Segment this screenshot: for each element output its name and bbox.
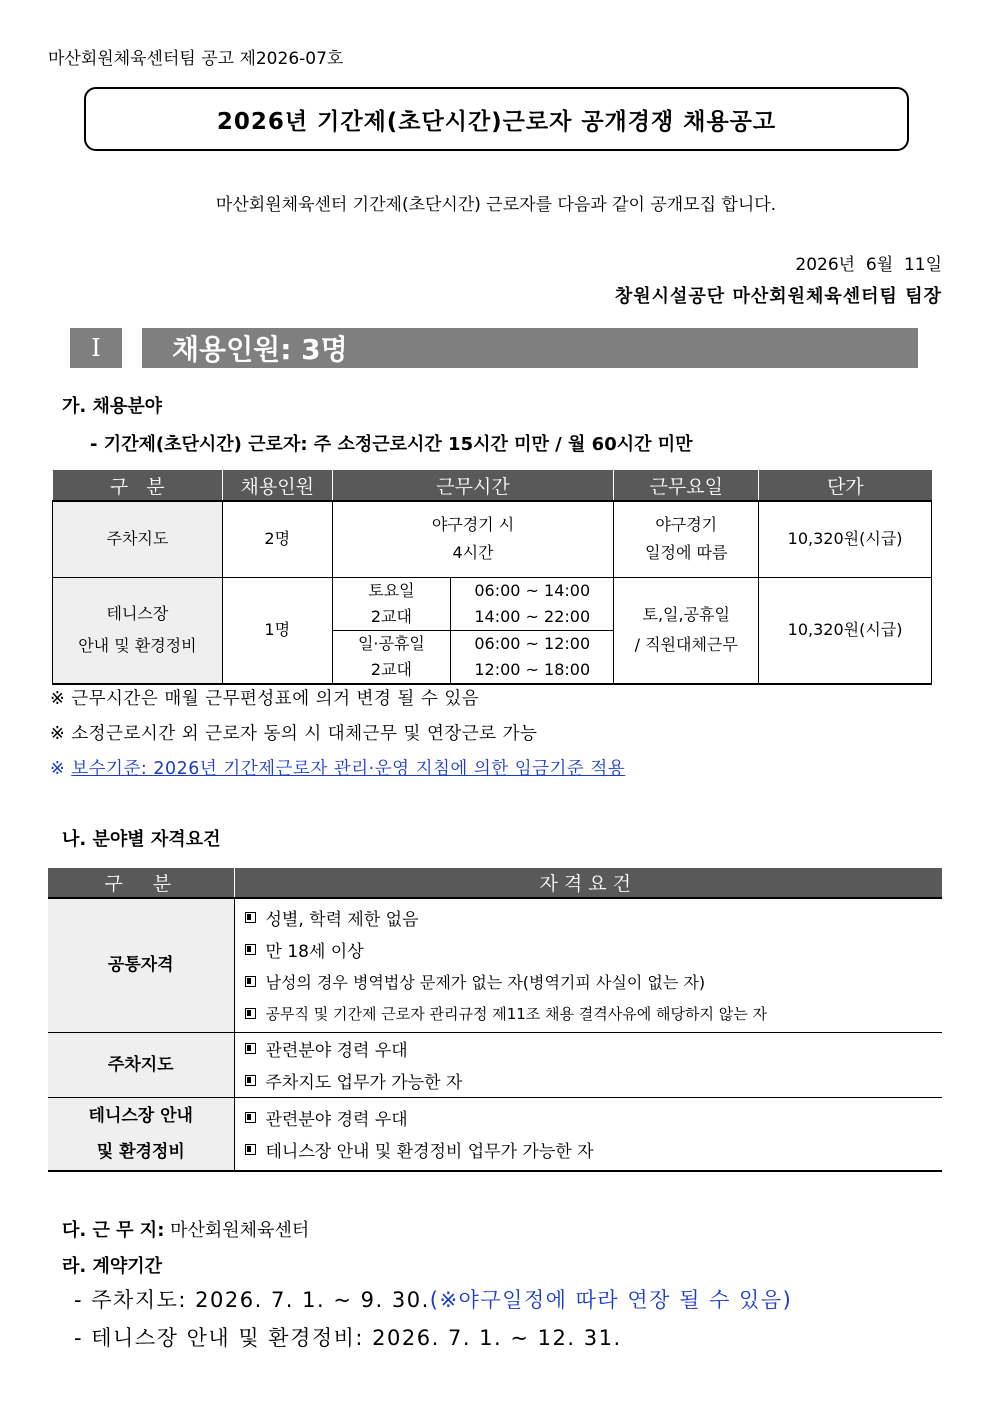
qual-common-list <box>234 898 942 1032</box>
row-hours <box>332 577 614 684</box>
qualification-table <box>48 868 942 1172</box>
category-line: 테니스장 <box>106 604 169 623</box>
shift-label-line: 토요일 <box>368 580 415 600</box>
col-header-category: 구 분 <box>53 470 223 501</box>
table-row <box>53 577 932 684</box>
row-hours <box>332 501 614 577</box>
col-header-count: 채용인원 <box>222 470 332 501</box>
recruitment-table <box>52 470 932 685</box>
list-item-text: 공무직 및 기간제 근로자 관리규정 제11조 채용 결격사유에 해당하지 않는 자 <box>265 1004 767 1023</box>
table-row <box>48 1097 942 1171</box>
list-item <box>245 997 943 1029</box>
list-item-text: 관련분야 경력 우대 <box>265 1041 408 1061</box>
days-line: 토,일,공휴일 <box>642 605 730 624</box>
shift-table <box>333 578 614 683</box>
table-row <box>53 501 932 577</box>
shift-time: 14:00 ~ 22:00 <box>474 606 591 626</box>
label-line: 및 환경정비 <box>96 1141 185 1162</box>
table-row <box>48 898 942 1032</box>
checkbox-bullet-icon <box>245 944 256 955</box>
list-item <box>245 1033 943 1065</box>
days-line: 일정에 따름 <box>645 543 728 563</box>
list-item <box>245 901 943 933</box>
shift-label-line: 2교대 <box>370 659 412 679</box>
page-title: 2026년 기간제(초단시간)근로자 공개경쟁 채용공고 <box>216 108 777 135</box>
shift-time: 06:00 ~ 12:00 <box>474 633 591 653</box>
shift-sun-times <box>451 630 614 683</box>
contract-tennis: - 테니스장 안내 및 환경정비: 2026. 7. 1. ~ 12. 31. <box>74 1326 622 1350</box>
qual-label-parking: 주차지도 <box>48 1032 234 1097</box>
work-location-value: 마산회원체육센터 <box>170 1220 310 1241</box>
list-item-text: 남성의 경우 병역법상 문제가 없는 자(병역기피 사실이 없는 자) <box>265 972 706 992</box>
note-pay-text: 보수기준: 2026년 기간제근로자 관리·운영 지침에 의한 임금기준 적용 <box>71 759 626 779</box>
checkbox-bullet-icon <box>245 1144 256 1155</box>
list-item <box>245 965 943 997</box>
list-item-text: 주차지도 업무가 가능한 자 <box>265 1073 463 1093</box>
hours-line: 야구경기 시 <box>431 515 515 535</box>
label-line: 테니스장 안내 <box>88 1105 193 1126</box>
note-mark: ※ <box>50 759 66 779</box>
col-header-hours: 근무시간 <box>332 470 614 501</box>
contract-period-heading: 라. 계약기간 <box>62 1256 163 1277</box>
contract-parking-text: - 주차지도: 2026. 7. 1. ~ 9. 30. <box>74 1288 430 1312</box>
signer: 창원시설공단 마산회원체육센터팀 팀장 <box>614 286 942 307</box>
employment-type-line: - 기간제(초단시간) 근로자: 주 소정근로시간 15시간 미만 / 월 60시간 미만 <box>90 434 693 455</box>
shift-sun-label <box>333 630 451 683</box>
work-location <box>62 1216 309 1242</box>
checkbox-bullet-icon <box>245 1112 256 1123</box>
hours-line: 4시간 <box>452 543 494 563</box>
contract-parking <box>74 1284 792 1314</box>
qual-tennis-list <box>234 1097 942 1171</box>
section-number: Ⅰ <box>70 328 122 368</box>
notice-date: 2026년 6월 11일 <box>795 255 942 275</box>
table-row <box>48 1032 942 1097</box>
title-box <box>84 87 909 151</box>
heading-ga: 가. 채용분야 <box>62 396 163 417</box>
shift-time: 12:00 ~ 18:00 <box>474 659 591 679</box>
row-category <box>53 577 223 684</box>
shift-sat-label <box>333 578 451 631</box>
list-item-text: 관련분야 경력 우대 <box>265 1110 408 1131</box>
category-line: 안내 및 환경정비 <box>78 636 197 655</box>
row-pay: 10,320원(시급) <box>759 577 932 684</box>
contract-parking-note: (※야구일정에 따라 연장 될 수 있음) <box>429 1288 793 1312</box>
work-location-label: 다. 근 무 지: <box>62 1220 165 1241</box>
heading-na: 나. 분야별 자격요건 <box>62 829 221 850</box>
shift-time: 06:00 ~ 14:00 <box>474 580 591 600</box>
intro-text: 마산회원체육센터 기간제(초단시간) 근로자를 다음과 같이 공개모집 합니다. <box>215 195 777 215</box>
list-item <box>245 1065 943 1097</box>
row-pay: 10,320원(시급) <box>759 501 932 577</box>
shift-label-line: 2교대 <box>370 606 412 626</box>
list-item <box>245 933 943 965</box>
note-hours: ※ 근무시간은 매월 근무편성표에 의거 변경 될 수 있음 <box>50 689 480 709</box>
heading-ra <box>62 1252 162 1278</box>
days-line: / 직원대체근무 <box>634 635 738 654</box>
row-category: 주차지도 <box>53 501 223 577</box>
qual-label-tennis <box>48 1097 234 1171</box>
checkbox-bullet-icon <box>245 912 256 923</box>
days-line: 야구경기 <box>655 515 718 535</box>
shift-label-line: 일·공휴일 <box>357 633 425 653</box>
list-item-text: 만 18세 이상 <box>265 941 364 962</box>
row-count: 1명 <box>222 577 332 684</box>
checkbox-bullet-icon <box>245 1043 256 1054</box>
row-days <box>614 501 759 577</box>
col-header-requirements: 자격요건 <box>234 868 942 898</box>
note-overtime: ※ 소정근로시간 외 근로자 동의 시 대체근무 및 연장근로 가능 <box>50 724 538 744</box>
shift-sat-times <box>451 578 614 631</box>
note-pay-standard <box>50 755 625 780</box>
section-title: 채용인원: 3명 <box>142 328 918 368</box>
checkbox-bullet-icon <box>245 1008 256 1019</box>
list-item <box>245 1102 943 1134</box>
checkbox-bullet-icon <box>245 976 256 987</box>
col-header-days: 근무요일 <box>614 470 759 501</box>
row-days <box>614 577 759 684</box>
list-item-text: 성별, 학력 제한 없음 <box>265 909 419 930</box>
col-header-category: 구 분 <box>48 868 234 898</box>
checkbox-bullet-icon <box>245 1075 256 1086</box>
qual-parking-list <box>234 1032 942 1097</box>
row-count: 2명 <box>222 501 332 577</box>
notice-number: 마산회원체육센터팀 공고 제2026-07호 <box>48 49 344 69</box>
qual-label-common: 공통자격 <box>48 898 234 1032</box>
list-item-text: 테니스장 안내 및 환경정비 업무가 가능한 자 <box>265 1142 594 1163</box>
col-header-pay: 단가 <box>759 470 932 501</box>
list-item <box>245 1134 943 1166</box>
